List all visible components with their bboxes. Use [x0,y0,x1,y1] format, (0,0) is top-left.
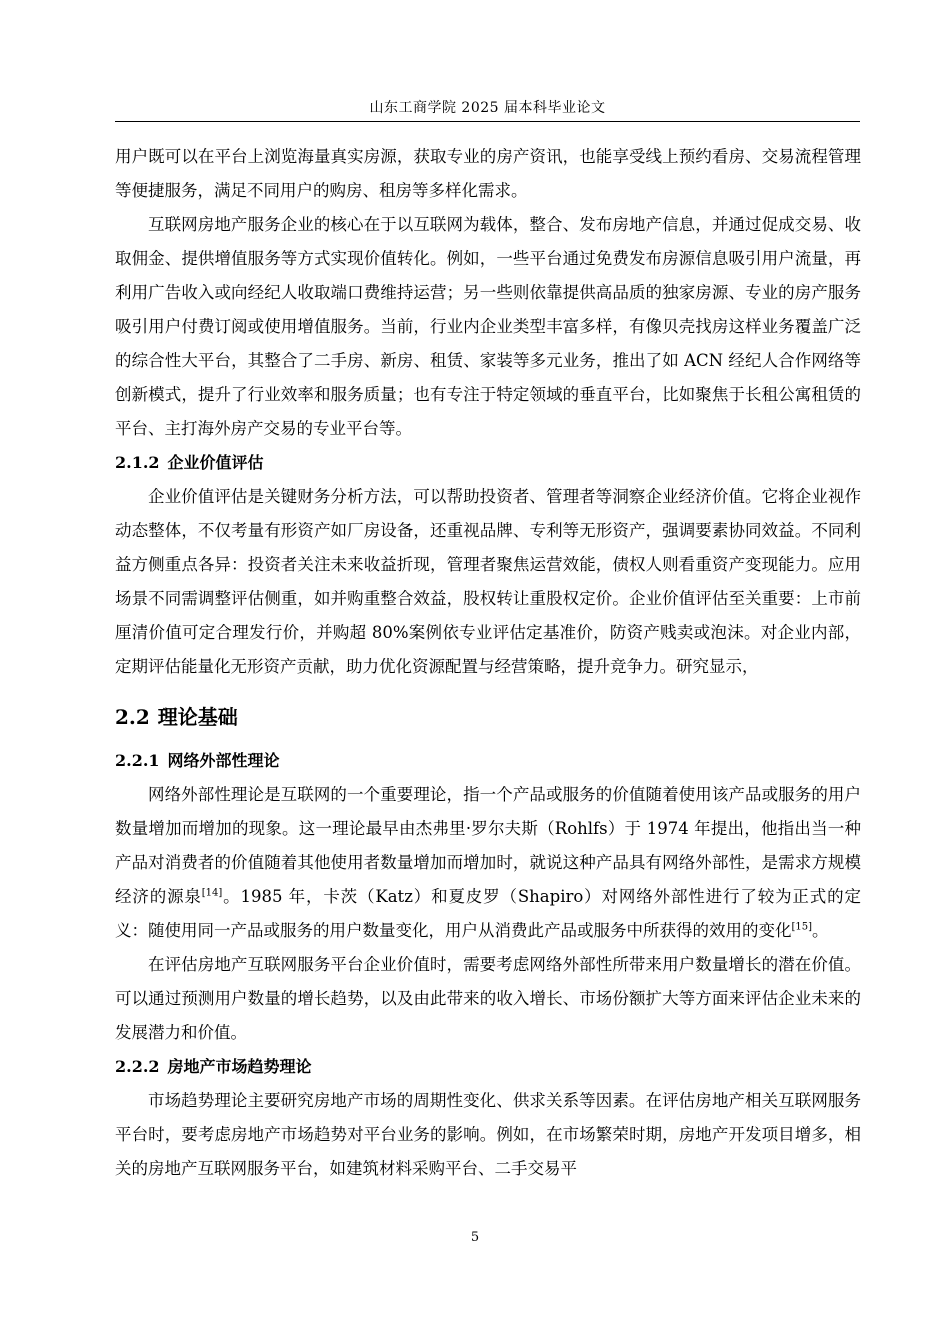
heading-2-2-2 [115,1050,861,1084]
text-run: 。1985 年，卡茨（Katz）和夏皮罗（Shapiro）对网络外部性进行了较为正式的定义：随使用同一产品或服务的用户数量变化，用户从消费此产品或服务中所获得的效用的变化 [115,887,861,940]
text-run: 。 [812,921,829,940]
page-body [115,140,861,1186]
paragraph-enterprise-valuation: 企业价值评估是关键财务分析方法，可以帮助投资者、管理者等洞察企业经济价值。它将企业视作动态整体，不仅考量有形资产如厂房设备，还重视品牌、专利等无形资产，强调要素协同效益。不同利益方侧重点各异：投资者关注未来收益折现，管理者聚焦运营效能，债权人则看重资产变现能力。应用场景不同需调整评估侧重，如并购重整合效益，股权转让重股权定价。企业价值评估至关重要：上市前厘清价值可定合理发行价，并购超 80%案例依专业评估定基准价，防资产贱卖或泡沫。对企业内部，定期评估能量化无形资产贡献，助力优化资源配置与经营策略，提升竞争力。研究显示， [115,487,861,676]
heading-title: 企业价值评估 [167,453,264,472]
page-number: 5 [470,1230,480,1245]
heading-2-2 [115,698,861,736]
running-header: 山东工商学院 2025 届本科毕业论文 [115,95,860,122]
paragraph-continued: 用户既可以在平台上浏览海量真实房源，获取专业的房产资讯，也能享受线上预约看房、交易流程管理等便捷服务，满足不同用户的购房、租房等多样化需求。 [115,147,861,200]
paragraph-user-growth-value: 在评估房地产互联网服务平台企业价值时，需要考虑网络外部性所带来用户数量增长的潜在价值。可以通过预测用户数量的增长趋势，以及由此带来的收入增长、市场份额扩大等方面来评估企业未来的发展潜力和价值。 [115,955,861,1042]
heading-2-2-1 [115,744,861,778]
text-run: 网络外部性理论是互联网的一个重要理论，指一个产品或服务的价值随着使用该产品或服务的用户数量增加而增加的现象。这一理论最早由杰弗里·罗尔夫斯（Rohlfs）于 1974 年提出，他指出当一种产品对消费者的价值随着其他使用者数量增加而增加时，就说这种产品具有网络外部性，是需求方规模经济的源泉 [115,785,861,906]
heading-number: 2.2 [115,705,150,729]
paragraph-network-externality [115,778,861,948]
heading-title: 网络外部性理论 [167,751,280,770]
heading-number: 2.2.2 [115,1057,160,1076]
heading-title: 理论基础 [157,705,238,729]
heading-2-1-2 [115,446,861,480]
heading-title: 房地产市场趋势理论 [167,1057,312,1076]
paragraph-market-trend: 市场趋势理论主要研究房地产市场的周期性变化、供求关系等因素。在评估房地产相关互联网服务平台时，要考虑房地产市场趋势对平台业务的影响。例如，在市场繁荣时期，房地产开发项目增多，相关的房地产互联网服务平台，如建筑材料采购平台、二手交易平 [115,1091,861,1178]
citation-15: [15] [791,921,813,933]
heading-number: 2.1.2 [115,453,160,472]
citation-14: [14] [201,887,223,899]
paragraph-platform-business: 互联网房地产服务企业的核心在于以互联网为载体，整合、发布房地产信息，并通过促成交易、收取佣金、提供增值服务等方式实现价值转化。例如，一些平台通过免费发布房源信息吸引用户流量，再利用广告收入或向经纪人收取端口费维持运营；另一些则依靠提供高品质的独家房源、专业的房产服务吸引用户付费订阅或使用增值服务。当前，行业内企业类型丰富多样，有像贝壳找房这样业务覆盖广泛的综合性大平台，其整合了二手房、新房、租赁、家装等多元业务，推出了如 ACN 经纪人合作网络等创新模式，提升了行业效率和服务质量；也有专注于特定领域的垂直平台，比如聚焦于长租公寓租赁的平台、主打海外房产交易的专业平台等。 [115,215,861,438]
heading-number: 2.2.1 [115,751,160,770]
